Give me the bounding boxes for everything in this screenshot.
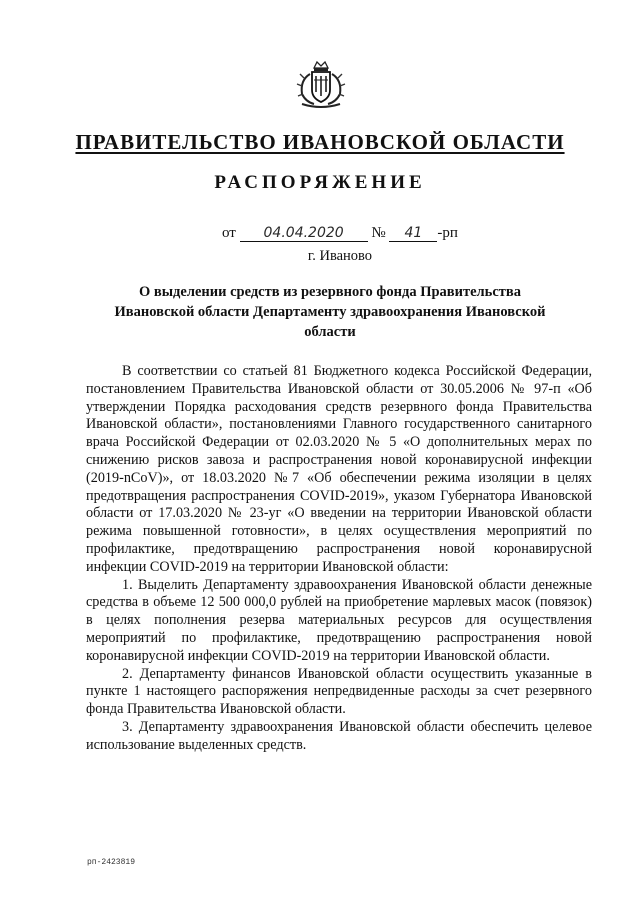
city-label: г. Иваново <box>307 248 373 264</box>
number-label: № <box>371 225 386 241</box>
preamble-paragraph: В соответствии со статьей 81 Бюджетного кодекса Российской Федерации, постановлением Правительства Ивановской области от 30.05.2006 № 97-п «Об утверждении Порядка расходования средств резервного фонда Правительства Ивановской области», постановлениями Главного государственного санитарного врача Российской Федерации от 02.03.2020 № 5 «О дополнительных мерах по снижению рисков завоза и распространения новой коронавирусной инфекции (2019-nCoV)», от 18.03.2020 №7 «Об обеспечении режима изоляции в целях предотвращения распространения COVID-2019», указом Губернатора Ивановской области от 17.03.2020 № 23-уг «О введении на территории Ивановской области режима повышенной готовности», в целях осуществления мероприятий по профилактике, предотвращению распространения новой коронавирусной инфекции COVID-2019 на территории Ивановской области: <box>86 363 592 575</box>
coat-of-arms-icon <box>292 58 350 110</box>
item-2-paragraph: 2. Департаменту финансов Ивановской области осуществить указанные в пункте 1 настоящего распоряжения непредвиденные расходы за счет резервного фонда Правительства Ивановской области. <box>86 665 592 718</box>
registration-line <box>222 225 482 242</box>
item-3-paragraph: 3. Департаменту здравоохранения Ивановской области обеспечить целевое использование выделенных средств. <box>86 718 592 753</box>
document-body <box>86 363 592 755</box>
document-type-title: РАСПОРЯЖЕНИЕ <box>214 172 426 193</box>
item-1-paragraph: 1. Выделить Департаменту здравоохранения Ивановской области денежные средства в объеме 12 500 000,0 рублей на приобретение марлевых масок (повязок) в целях пополнения резерва материальных ресурсов для осуществления мероприятий по профилактике, предотвращению распространения новой коронавирусной инфекции COVID-2019 на территории Ивановской области. <box>86 576 592 664</box>
government-title: ПРАВИТЕЛЬСТВО ИВАНОВСКОЙ ОБЛАСТИ <box>75 130 565 154</box>
document-date: 04.04.2020 <box>240 225 368 242</box>
document-subject: О выделении средств из резервного фонда Правительства Ивановской области Департаменту здравоохранения Ивановской области <box>114 284 546 340</box>
footer-registry-code: рп-2423819 <box>87 858 136 867</box>
number-suffix: -рп <box>437 225 458 241</box>
date-label: от <box>222 225 236 241</box>
document-number: 41 <box>389 225 437 242</box>
